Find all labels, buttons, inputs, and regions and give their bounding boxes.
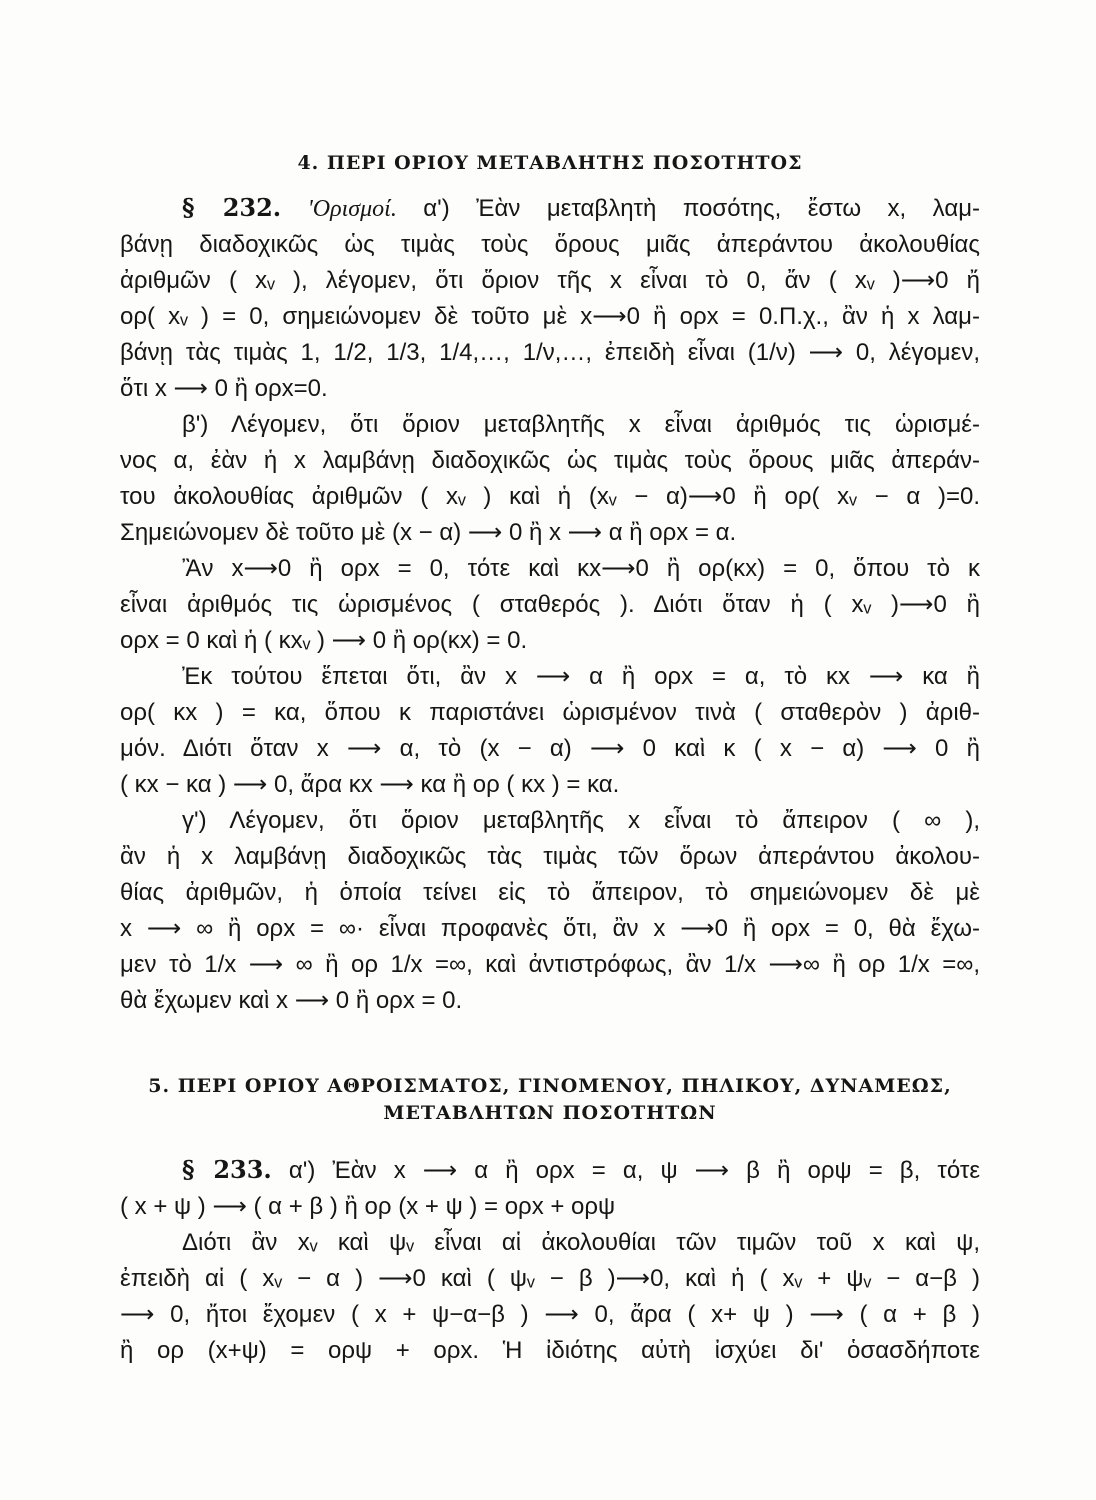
text-line: εἶναι ἀριθμός τις ὡρισμένος ( σταθερός ). Διότι ὅταν ἡ ( xᵥ )⟶0 ἢ — [120, 590, 980, 618]
text-line: βάνῃ τὰς τιμὰς 1, 1/2, 1/3, 1/4,…, 1/ν,…, ἐπειδὴ εἶναι (1/ν) ⟶ 0, λέγομεν, — [120, 338, 980, 366]
text-line: ἂν ἡ x λαμβάνῃ διαδοχικῶς τὰς τιμὰς τῶν ὅρων ἀπεράντου ἀκολου- — [120, 842, 980, 870]
text-line: Διότι ἂν xᵥ καὶ ψᵥ εἶναι αἱ ἀκολουθίαι τῶν τιμῶν τοῦ x καὶ ψ, — [182, 1228, 980, 1256]
text-line: β') Λέγομεν, ὅτι ὅριον μεταβλητῆς x εἶναι ἀριθμός τις ὡρισμέ- — [182, 410, 980, 438]
section-mark-233: § 233. — [182, 1154, 272, 1184]
text-line: ἀριθμῶν ( xᵥ ), λέγομεν, ὅτι ὅριον τῆς x εἶναι τὸ 0, ἄν ( xᵥ )⟶0 ἤ — [120, 266, 980, 294]
text-line: ⟶ 0, ἤτοι ἔχομεν ( x + ψ−α−β ) ⟶ 0, ἄρα ( x+ ψ ) ⟶ ( α + β ) — [120, 1300, 980, 1328]
section-5-title-line-2: ΜΕΤΑΒΛΗΤΩΝ ΠΟΣΟΤΗΤΩΝ — [383, 1102, 717, 1125]
text-line: Σημειώνομεν δὲ τοῦτο μὲ (x − α) ⟶ 0 ἢ x ⟶ α ἢ ορx = α. — [120, 518, 737, 546]
section-4-title: 4. ΠΕΡΙ ΟΡΙΟΥ ΜΕΤΑΒΛΗΤΗΣ ΠΟΣΟΤΗΤΟΣ — [297, 152, 803, 174]
text-line: ἢ ορ (x+ψ) = ορψ + ορx. Ἡ ἰδιότης αὐτὴ ἰσχύει δι' ὁσασδήποτε — [120, 1336, 980, 1364]
para-233-line-1 — [120, 1152, 980, 1189]
text-line: Ἐκ τούτου ἕπεται ὅτι, ἂν x ⟶ α ἢ ορx = α, τὸ κx ⟶ κα ἢ — [182, 662, 980, 690]
text-line: ὅτι x ⟶ 0 ἢ ορx=0. — [120, 374, 328, 402]
text-line: του ἀκολουθίας ἀριθμῶν ( xᵥ ) καὶ ἡ (xᵥ − α)⟶0 ἢ ορ( xᵥ − α )=0. — [120, 482, 980, 510]
text-line: Ἂν x⟶0 ἢ ορx = 0, τότε καὶ κx⟶0 ἢ ορ(κx) = 0, ὅπου τὸ κ — [182, 554, 980, 582]
text-line: α') Ἐὰν μεταβλητὴ ποσότης, ἔστω x, λαμ- — [423, 194, 981, 222]
text-line: ( κx − κα ) ⟶ 0, ἄρα κx ⟶ κα ἢ ορ ( κx ) = κα. — [120, 770, 620, 798]
text-line: ορx = 0 καὶ ἡ ( κxᵥ ) ⟶ 0 ἢ ορ(κx) = 0. — [120, 626, 528, 654]
text-line: α') Ἐὰν x ⟶ α ἢ ορx = α, ψ ⟶ β ἢ ορψ = β, τότε — [288, 1156, 981, 1184]
text-line: ορ( κx ) = κα, ὅπου κ παριστάνει ὡρισμένον τινὰ ( σταθερὸν ) ἀριθ- — [120, 698, 980, 726]
section-5-title-line-1: 5. ΠΕΡΙ ΟΡΙΟΥ ΑΘΡΟΙΣΜΑΤΟΣ, ΓΙΝΟΜΕΝΟΥ, ΠΗΛΙΚΟΥ, ΔΥΝΑΜΕΩΣ, — [148, 1074, 952, 1097]
text-line: x ⟶ ∞ ἢ ορx = ∞· εἶναι προφανὲς ὅτι, ἂν x ⟶0 ἢ ορx = 0, θὰ ἔχω- — [120, 914, 980, 942]
text-line: γ') Λέγομεν, ὅτι ὅριον μεταβλητῆς x εἶναι τὸ ἄπειρον ( ∞ ), — [182, 806, 980, 834]
text-line: ορ( xᵥ ) = 0, σημειώνομεν δὲ τοῦτο μὲ x⟶0 ἢ ορx = 0.Π.χ., ἂν ἡ x λαμ- — [120, 302, 980, 330]
text-line: μόν. Διότι ὅταν x ⟶ α, τὸ (x − α) ⟶ 0 καὶ κ ( x − α) ⟶ 0 ἢ — [120, 734, 980, 762]
text-line: νος α, ἐὰν ἡ x λαμβάνῃ διαδοχικῶς ὡς τιμὰς τοὺς ὅρους μιᾶς ἀπεράν- — [120, 446, 980, 474]
page-body — [120, 150, 980, 1369]
text-line: ἐπειδὴ αἱ ( xᵥ − α ) ⟶0 καὶ ( ψᵥ − β )⟶0, καὶ ἡ ( xᵥ + ψᵥ − α−β ) — [120, 1264, 980, 1292]
text-line: βάνῃ διαδοχικῶς ὡς τιμὰς τοὺς ὅρους μιᾶς ἀπεράντου ἀκολουθίας — [120, 230, 980, 258]
para-232-line-1 — [120, 190, 980, 227]
definitions-subtitle: 'Ορισμοί. — [307, 195, 397, 222]
text-line: θὰ ἔχωμεν καὶ x ⟶ 0 ἢ ορx = 0. — [120, 986, 463, 1014]
text-line: μεν τὸ 1/x ⟶ ∞ ἢ ορ 1/x =∞, καὶ ἀντιστρόφως, ἂν 1/x ⟶∞ ἢ ορ 1/x =∞, — [120, 950, 980, 978]
section-mark-232: § 232. — [182, 192, 282, 222]
text-line: ( x + ψ ) ⟶ ( α + β ) ἢ ορ (x + ψ ) = ορx + ορψ — [120, 1192, 616, 1220]
text-line: θίας ἀριθμῶν, ἡ ὁποία τείνει εἰς τὸ ἄπειρον, τὸ σημειώνομεν δὲ μὲ — [120, 878, 980, 906]
